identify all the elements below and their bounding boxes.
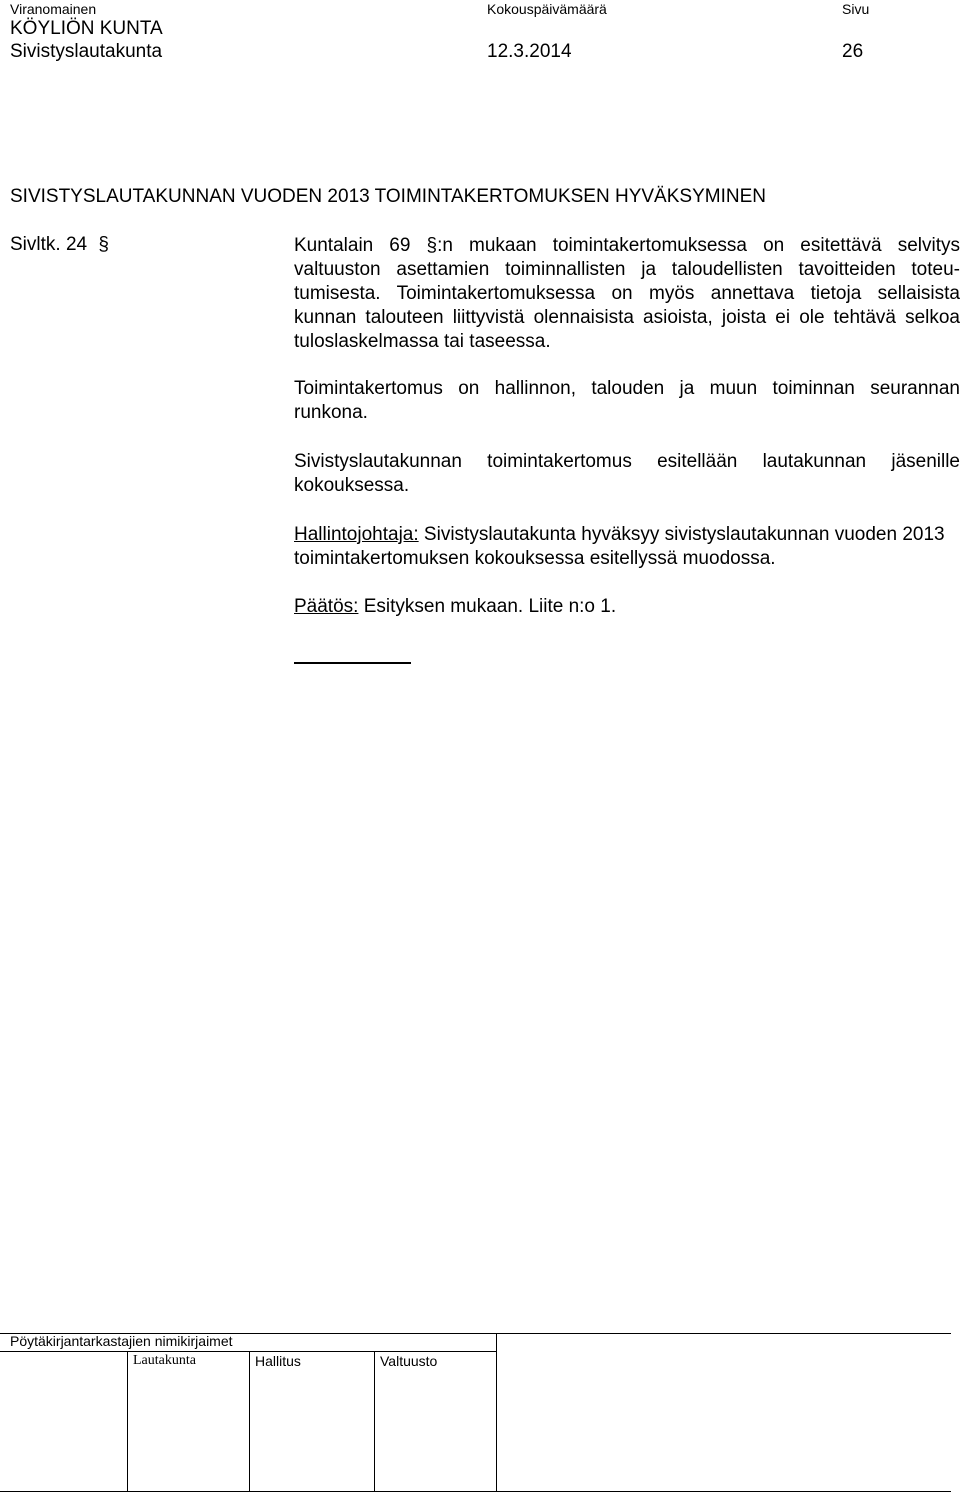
reference-prefix: Sivltk. 24 bbox=[10, 234, 88, 255]
footer-mid-line bbox=[0, 1351, 496, 1352]
meeting-date: 12.3.2014 bbox=[487, 41, 572, 62]
paragraph-3: Sivistyslautakunnan toimintakertomus esitellään lautakunnan jäsenille kokouksessa. bbox=[294, 451, 960, 496]
section-title: SIVISTYSLAUTAKUNNAN VUODEN 2013 TOIMINTAKERTOMUKSEN HYVÄKSYMINEN bbox=[10, 186, 766, 207]
decision-text: Esityksen mukaan. Liite n:o 1. bbox=[358, 596, 617, 617]
section-sign: § bbox=[98, 234, 109, 255]
board-name: Sivistyslautakunta bbox=[10, 41, 163, 62]
municipality-name: KÖYLIÖN KUNTA bbox=[10, 18, 163, 39]
footer-col-board: Lautakunta bbox=[133, 1353, 196, 1368]
section-reference bbox=[10, 234, 109, 256]
paragraph-1 bbox=[294, 234, 960, 354]
proposal-paragraph bbox=[294, 523, 960, 571]
footer-col-council: Valtuusto bbox=[380, 1353, 438, 1369]
footer-divider-1 bbox=[127, 1351, 128, 1491]
footer-col-government: Hallitus bbox=[255, 1353, 301, 1369]
date-label: Kokouspäivämäärä bbox=[487, 1, 607, 17]
decision-paragraph bbox=[294, 595, 960, 619]
paragraph-1-intro: Kuntalain 69 bbox=[294, 235, 411, 256]
footer-bottom-line bbox=[0, 1491, 951, 1492]
authority-label: Viranomainen bbox=[10, 1, 97, 17]
paragraph-2: Toimintakertomus on hallinnon, talouden ja muun toiminnan seurannan runkona. bbox=[294, 378, 960, 423]
decision-label: Päätös: bbox=[294, 596, 359, 617]
paragraph-1-rest: :n mukaan toimintakertomuksessa on esitettävä selvitys valtuuston asettamien toiminnallisten ja taloudellisten tavoitteiden toteu-tumisesta. Toimintakertomuksessa on myös annettava tietoja sellaisista kunnan talouteen liittyvistä olennaisista asioista, joista ei ole tehtävä selkoa tuloslaskelmassa tai taseessa. bbox=[294, 235, 960, 352]
footer-divider-2 bbox=[249, 1351, 250, 1491]
signatures-label: Pöytäkirjantarkastajien nimikirjaimet bbox=[10, 1333, 233, 1349]
end-rule bbox=[294, 662, 411, 664]
page-number: 26 bbox=[842, 41, 864, 62]
page-label: Sivu bbox=[842, 1, 870, 17]
footer-divider-3 bbox=[374, 1351, 375, 1491]
proposal-label: Hallintojohtaja: bbox=[294, 524, 419, 545]
proposal-text: Sivistyslautakunta hyväksyy sivistyslautakunnan vuoden 2013 toimintakertomuksen kokouksessa esitellyssä muodossa. bbox=[294, 524, 945, 569]
section-sign-inline: § bbox=[426, 235, 438, 256]
footer-divider-4 bbox=[496, 1333, 497, 1491]
